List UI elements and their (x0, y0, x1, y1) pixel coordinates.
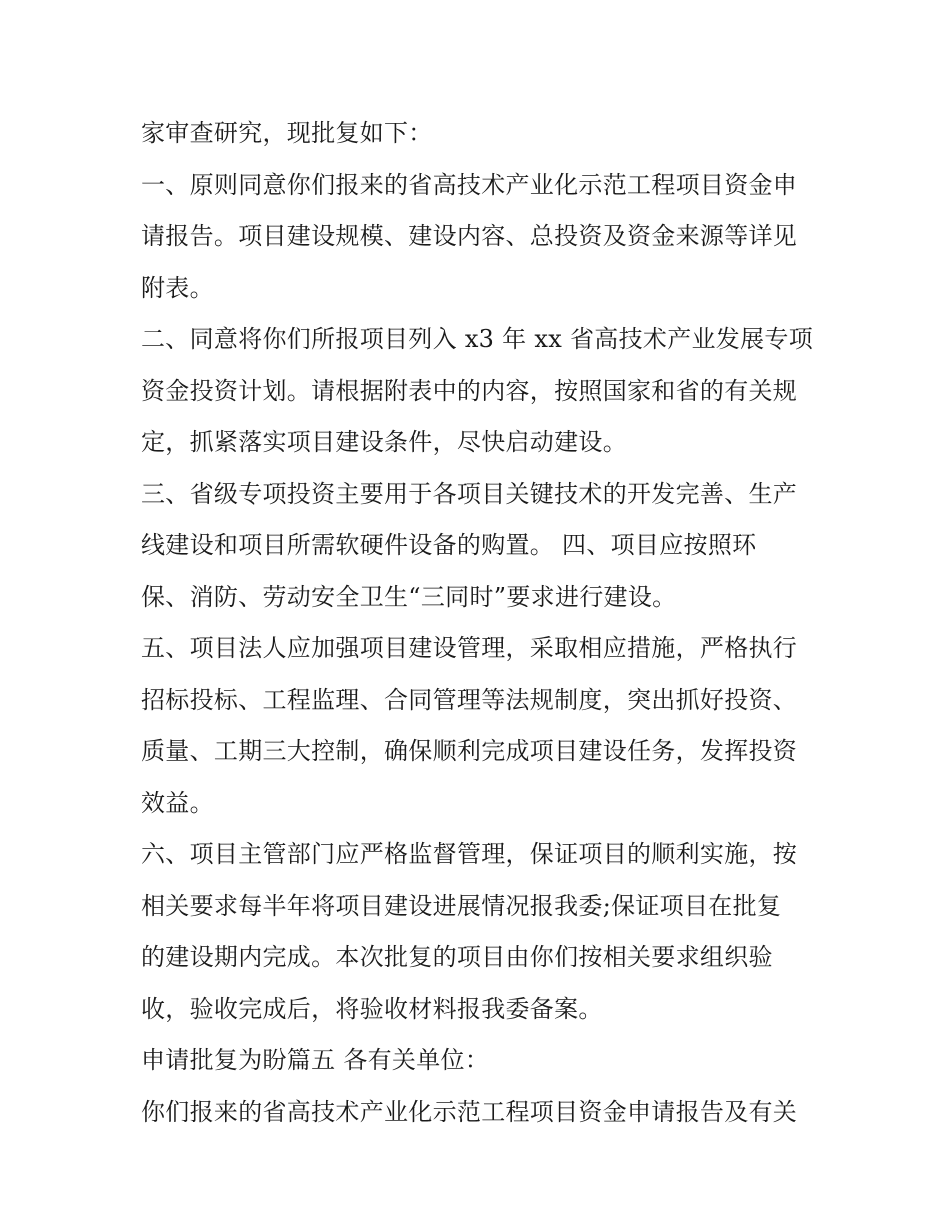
text-line: 二、同意将你们所报项目列入 x3 年 xx 省高技术产业发展专项 (141, 325, 813, 353)
text-line: 定，抓紧落实项目建设条件，尽快启动建设。 (141, 428, 627, 456)
document-body (141, 108, 821, 1138)
text-line: 招标投标、工程监理、合同管理等法规制度，突出抓好投资、 (141, 685, 798, 714)
text-line: 附表。 (141, 273, 214, 302)
text-line: 收，验收完成后，将验收材料报我委备案。 (141, 994, 603, 1023)
text-line: 质量、工期三大控制，确保顺利完成项目建设任务，发挥投资 (141, 737, 798, 765)
text-line: 线建设和项目所需软硬件设备的购置。 四、项目应按照环 (141, 531, 757, 559)
text-line: 的建设期内完成。本次批复的项目由你们按相关要求组织验 (141, 943, 773, 971)
text-line: 相关要求每半年将项目建设进展情况报我委;保证项目在批复 (141, 891, 782, 920)
text-line: 请报告。项目建设规模、建设内容、总投资及资金来源等详见 (141, 222, 798, 250)
text-line: 资金投资计划。请根据附表中的内容，按照国家和省的有关规 (141, 376, 798, 405)
text-line: 六、项目主管部门应严格监督管理，保证项目的顺利实施，按 (141, 840, 798, 868)
text-line: 申请批复为盼篇五 各有关单位： (141, 1046, 490, 1074)
text-line: 五、项目法人应加强项目建设管理，采取相应措施，严格执行 (141, 634, 798, 662)
text-line: 家审查研究，现批复如下： (141, 119, 433, 147)
text-line: 三、省级专项投资主要用于各项目关键技术的开发完善、生产 (141, 479, 798, 508)
text-line: 保、消防、劳动安全卫生“三同时”要求进行建设。 (141, 582, 677, 611)
text-line: 一、原则同意你们报来的省高技术产业化示范工程项目资金申 (141, 170, 798, 199)
text-line: 你们报来的省高技术产业化示范工程项目资金申请报告及有关 (141, 1097, 798, 1126)
text-line: 效益。 (141, 788, 214, 817)
